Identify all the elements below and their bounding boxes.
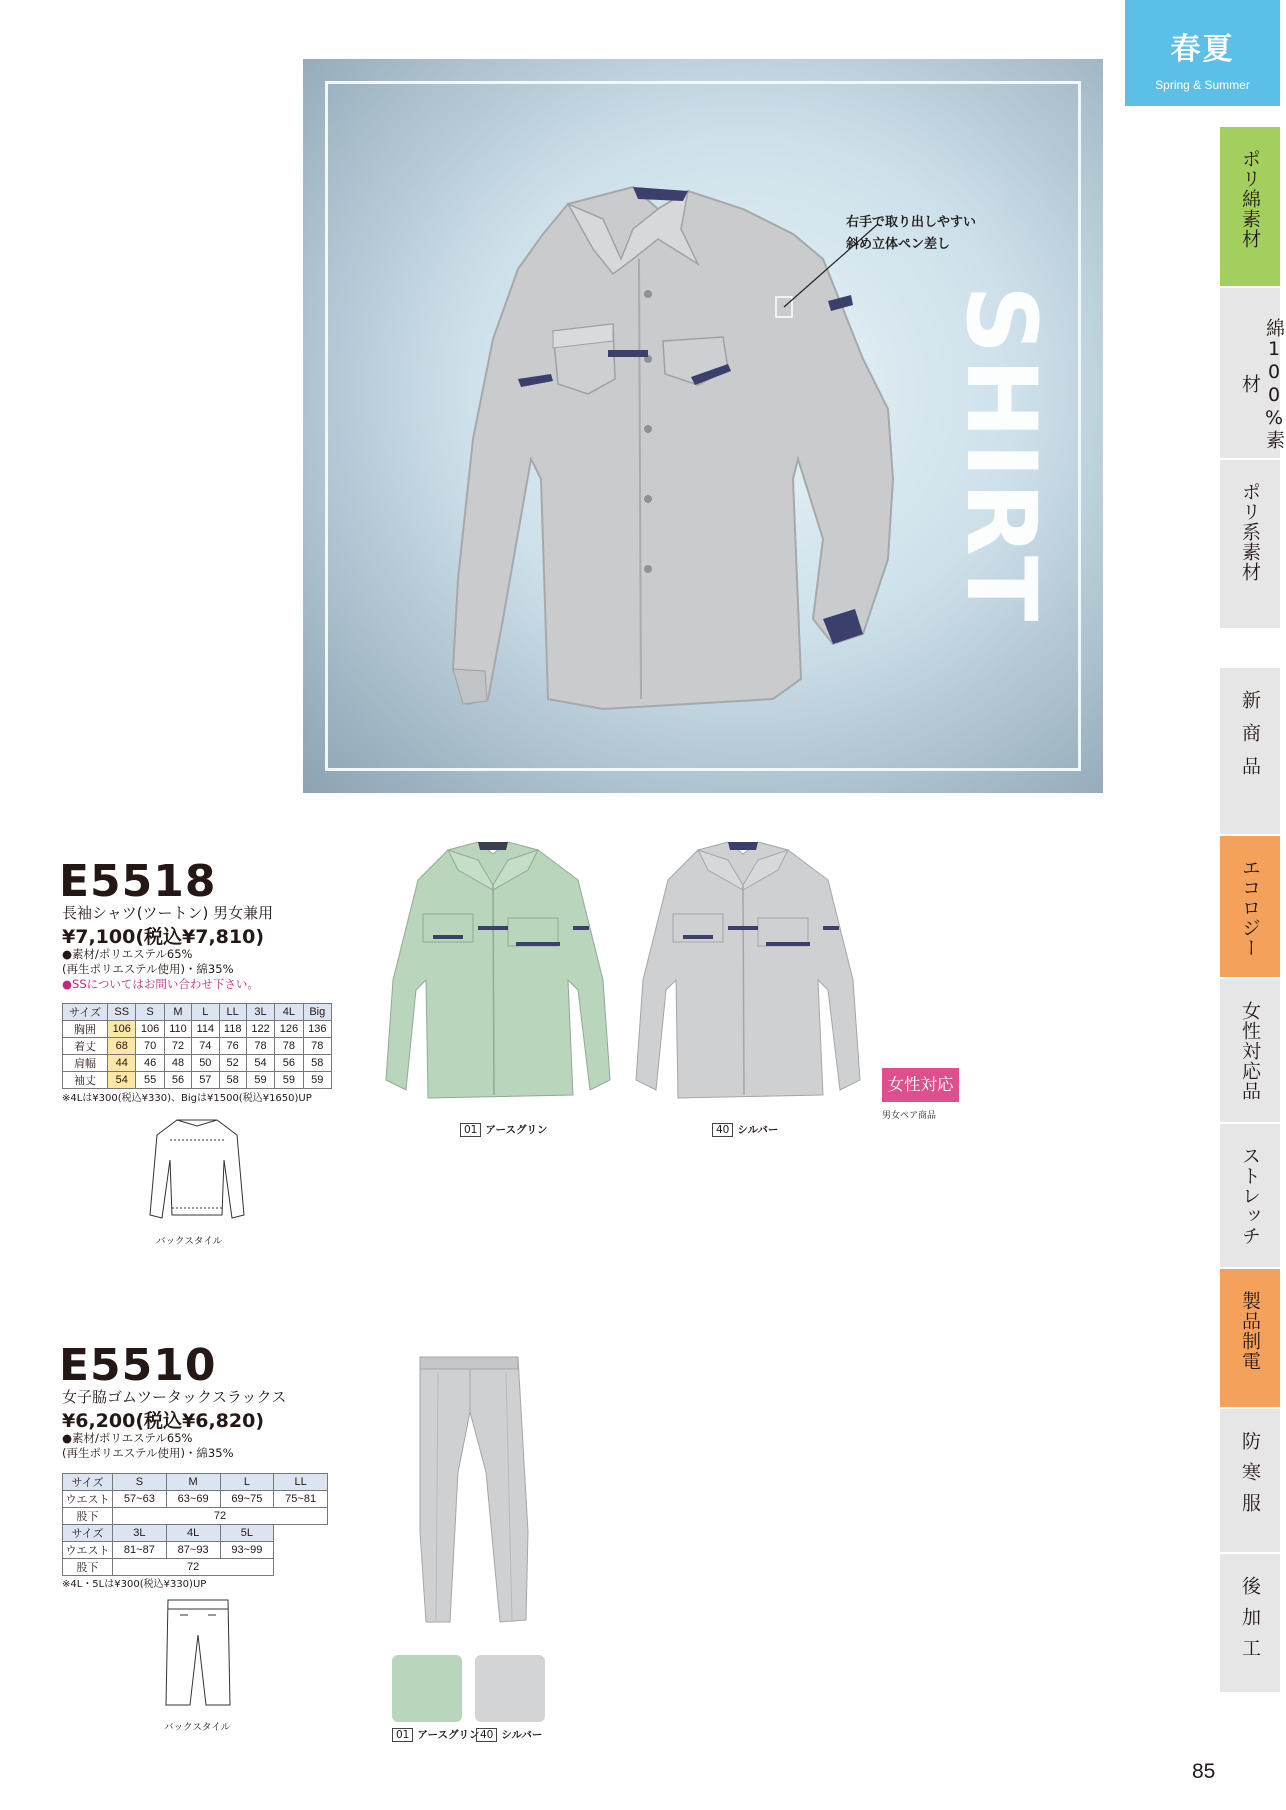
product-price: ¥7,100(税込¥7,810) (62, 926, 265, 948)
pen-pocket-callout: 右手で取り出しやすい 斜め立体ペン差し (846, 215, 977, 252)
table-row: 股下 72 (63, 1508, 328, 1525)
product-price: ¥6,200(税込¥6,820) (62, 1410, 265, 1432)
product-name: 女子脇ゴムツータックスラックス (62, 1388, 287, 1406)
hero-word: SHIRT (945, 285, 1057, 626)
color-caption-green: 01 アースグリン (392, 1727, 480, 1742)
pants-photo (408, 1352, 548, 1632)
side-tab-women[interactable]: 女性対応品 (1220, 979, 1280, 1124)
product-code: E5518 (59, 856, 217, 907)
side-tab-new-products[interactable]: 新商品 (1220, 668, 1280, 836)
product-code: E5510 (59, 1340, 217, 1391)
back-style-label: バックスタイル (164, 1722, 231, 1733)
women-compatible-badge: 女性対応 (882, 1068, 959, 1102)
product-material: ●素材/ポリエステル65% (再生ポリエステル使用)・綿35% ●SSについてはお問い合わせ下さい。 (62, 947, 259, 991)
table-row: サイズ 3L 4L 5L (63, 1525, 328, 1542)
side-tab-stretch[interactable]: ストレッチ (1220, 1124, 1280, 1269)
shirt-green-photo (378, 830, 618, 1120)
product-name: 長袖シャツ(ツートン) 男女兼用 (62, 904, 274, 922)
season-header (1125, 0, 1280, 106)
table-row: サイズ SS S M L LL 3L 4L Big (63, 1004, 332, 1021)
size-table (62, 1473, 328, 1576)
side-tab-poly-cotton[interactable]: ポリ綿素材 (1220, 127, 1280, 288)
product-material: ●素材/ポリエステル65% (再生ポリエステル使用)・綿35% (62, 1431, 234, 1460)
side-tab-cotton[interactable]: 綿100%素材 (1220, 288, 1280, 460)
side-tab-cold-wear[interactable]: 防寒服 (1220, 1409, 1280, 1554)
side-tab-ecology[interactable]: エコロジー (1220, 836, 1280, 979)
swatch-silver (475, 1655, 545, 1722)
season-subtitle: Spring & Summer (1155, 78, 1250, 92)
table-row: 袖丈 54 55 56 57 58 59 59 59 (63, 1072, 332, 1089)
table-row: ウエスト 57~63 63~69 69~75 75~81 (63, 1491, 328, 1508)
table-row: 肩幅 44 46 48 50 52 54 56 58 (63, 1055, 332, 1072)
size-table (62, 1003, 332, 1089)
season-title: 春夏 (1170, 32, 1235, 67)
back-style-sketch (158, 1595, 238, 1715)
price-note: ※4L・5Lは¥300(税込¥330)UP (62, 1579, 207, 1590)
shirt-silver-photo (628, 830, 868, 1120)
page-number: 85 (1192, 1760, 1216, 1783)
side-tab-poly[interactable]: ポリ系素材 (1220, 460, 1280, 630)
side-tab-antistatic[interactable]: 製品制電 (1220, 1269, 1280, 1409)
price-note: ※4Lは¥300(税込¥330)、Bigは¥1500(税込¥1650)UP (62, 1093, 312, 1104)
back-style-sketch (142, 1110, 252, 1230)
table-row: サイズ S M L LL (63, 1474, 328, 1491)
color-caption-silver: 40 シルバー (476, 1727, 542, 1742)
back-style-label: バックスタイル (156, 1236, 223, 1247)
swatch-earth-green (392, 1655, 462, 1722)
table-row: 胸囲 106 106 110 114 118 122 126 136 (63, 1021, 332, 1038)
table-row: 着丈 68 70 72 74 76 78 78 78 (63, 1038, 332, 1055)
color-caption-green: 01 アースグリン (460, 1122, 548, 1137)
side-tab-post-processing[interactable]: 後加工 (1220, 1554, 1280, 1694)
pair-product-note: 男女ペア商品 (882, 1111, 937, 1121)
color-caption-silver: 40 シルバー (712, 1122, 778, 1137)
table-row: ウエスト 81~87 87~93 93~99 (63, 1542, 328, 1559)
table-row: 股下 72 (63, 1559, 328, 1576)
